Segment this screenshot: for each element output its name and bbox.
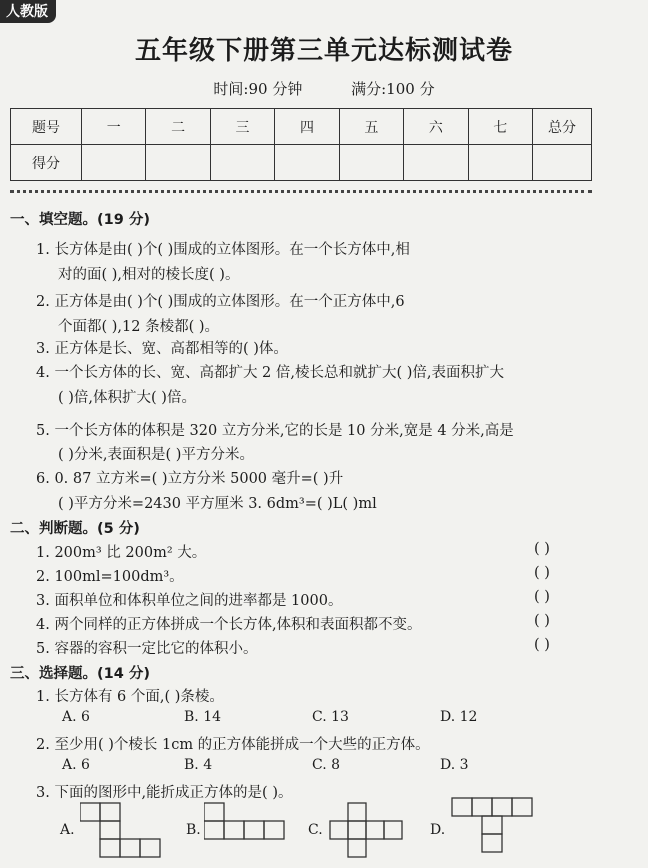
fill-line: 3. 正方体是长、宽、高都相等的( )体。: [36, 341, 288, 357]
answer-paren[interactable]: ( ): [534, 613, 550, 629]
header-cell: 六: [404, 109, 468, 145]
score-cell[interactable]: [468, 145, 532, 181]
score-cell[interactable]: [146, 145, 210, 181]
header-cell: 七: [468, 109, 532, 145]
section-3-title: 三、选择题。(14 分): [10, 666, 150, 682]
header-cell: 二: [146, 109, 210, 145]
score-cell[interactable]: [533, 145, 592, 181]
judge-item: 1. 200m³ 比 200m² 大。: [36, 545, 207, 561]
header-cell: 一: [82, 109, 146, 145]
score-cell[interactable]: [339, 145, 403, 181]
score-cell[interactable]: [404, 145, 468, 181]
score-table-header-row: [11, 109, 592, 145]
header-cell: 三: [210, 109, 274, 145]
fill-line: ( )倍,体积扩大( )倍。: [58, 390, 196, 406]
fill-line: 个面都( ),12 条棱都( )。: [58, 319, 220, 335]
score-cell[interactable]: [275, 145, 339, 181]
fill-line: ( )平方分米=2430 平方厘米 3. 6dm³=( )L( )ml: [58, 496, 377, 512]
choice-question: 3. 下面的图形中,能折成正方体的是( )。: [36, 785, 293, 801]
option-b[interactable]: B. 4: [184, 757, 213, 773]
fill-line: 4. 一个长方体的长、宽、高都扩大 2 倍,棱长总和就扩大( )倍,表面积扩大: [36, 365, 505, 381]
header-cell: 四: [275, 109, 339, 145]
header-cell: 五: [339, 109, 403, 145]
cube-net-c: [326, 801, 410, 861]
fill-line: 6. 0. 87 立方米=( )立方分米 5000 毫升=( )升: [36, 471, 344, 487]
answer-paren[interactable]: ( ): [534, 565, 550, 581]
score-table-score-row: [11, 145, 592, 181]
judge-item: 5. 容器的容积一定比它的体积小。: [36, 641, 258, 657]
section-2-title: 二、判断题。(5 分): [10, 521, 140, 537]
option-d[interactable]: D.: [430, 822, 446, 838]
score-table: [10, 108, 592, 181]
option-a[interactable]: A. 6: [62, 709, 90, 725]
fill-line: ( )分米,表面积是( )平方分米。: [58, 447, 254, 463]
option-b[interactable]: B.: [186, 822, 201, 838]
option-d[interactable]: D. 12: [440, 709, 478, 725]
answer-paren[interactable]: ( ): [534, 541, 550, 557]
choice-question: 1. 长方体有 6 个面,( )条棱。: [36, 689, 224, 705]
option-a[interactable]: A.: [60, 822, 75, 838]
cube-net-b: [204, 801, 288, 861]
header-cell: 总分: [533, 109, 592, 145]
header-cell: 题号: [11, 109, 82, 145]
choice-question: 2. 至少用( )个棱长 1cm 的正方体能拼成一个大些的正方体。: [36, 737, 430, 753]
option-c[interactable]: C.: [308, 822, 323, 838]
full-score: 满分:100 分: [351, 80, 435, 98]
section-1-title: 一、填空题。(19 分): [10, 212, 150, 228]
option-c[interactable]: C. 8: [312, 757, 341, 773]
exam-meta: [0, 78, 648, 99]
time-limit: 时间:90 分钟: [213, 80, 303, 98]
row-label: 得分: [11, 145, 82, 181]
option-b[interactable]: B. 14: [184, 709, 222, 725]
edition-badge: 人教版: [0, 0, 56, 23]
exam-title: 五年级下册第三单元达标测试卷: [134, 36, 513, 66]
answer-paren[interactable]: ( ): [534, 637, 550, 653]
fill-line: 对的面( ),相对的棱长度( )。: [58, 267, 240, 283]
score-cell[interactable]: [210, 145, 274, 181]
option-a[interactable]: A. 6: [62, 757, 90, 773]
fill-line: 2. 正方体是由( )个( )围成的立体图形。在一个正方体中,6: [36, 294, 405, 310]
fill-line: 1. 长方体是由( )个( )围成的立体图形。在一个长方体中,相: [36, 242, 410, 258]
answer-paren[interactable]: ( ): [534, 589, 550, 605]
option-c[interactable]: C. 13: [312, 709, 349, 725]
cube-net-d: [450, 796, 534, 862]
judge-item: 3. 面积单位和体积单位之间的进率都是 1000。: [36, 593, 343, 609]
score-cell[interactable]: [82, 145, 146, 181]
judge-item: 2. 100ml=100dm³。: [36, 569, 184, 585]
fill-line: 5. 一个长方体的体积是 320 立方分米,它的长是 10 分米,宽是 4 分米,高是: [36, 423, 514, 439]
option-d[interactable]: D. 3: [440, 757, 469, 773]
cube-net-a: [80, 801, 164, 861]
dotted-divider: [10, 190, 592, 193]
judge-item: 4. 两个同样的正方体拼成一个长方体,体积和表面积都不变。: [36, 617, 422, 633]
